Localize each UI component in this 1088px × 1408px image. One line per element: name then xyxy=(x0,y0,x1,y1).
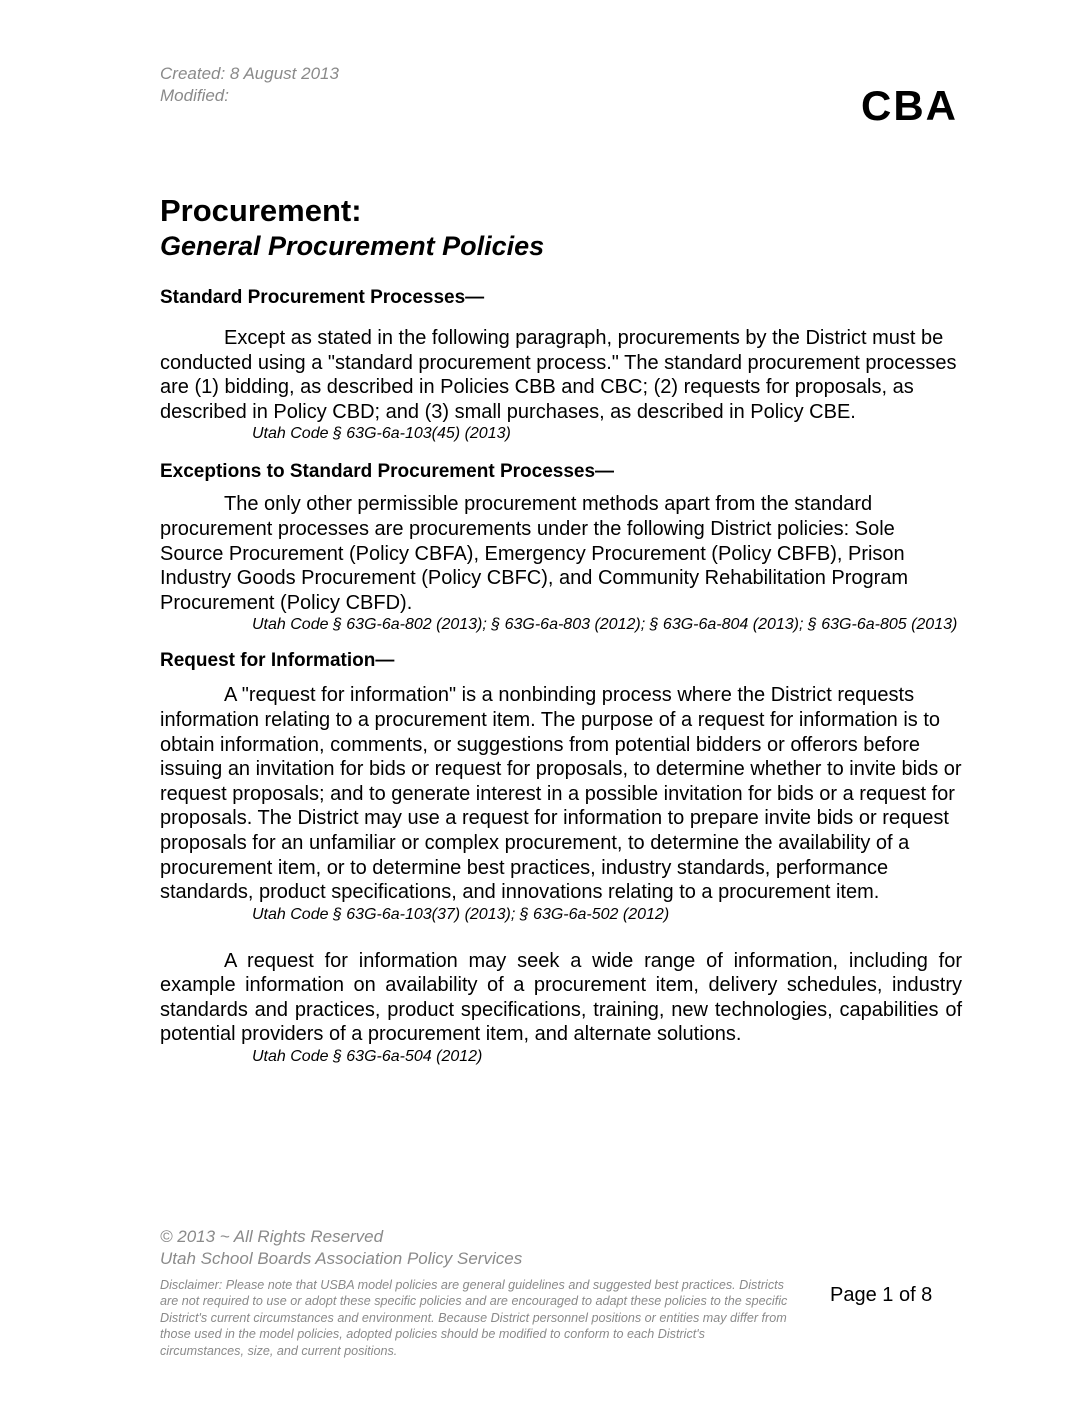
footer-rights xyxy=(160,1226,522,1270)
section-exceptions xyxy=(160,460,962,635)
section-paragraph: A request for information may seek a wide range of information, including for example information on availability of a procurement item, delivery schedules, industry standards and practices, product specifications, training, new technologies, capabilities of potential providers of a procurement item, and alternate solutions. xyxy=(160,949,962,1046)
legal-citation: Utah Code § 63G-6a-103(45) (2013) xyxy=(252,425,511,443)
section-heading: Request for Information— xyxy=(160,650,395,672)
page-subtitle: General Procurement Policies xyxy=(160,231,545,261)
created-date: Created: 8 August 2013 xyxy=(160,64,339,83)
document-metadata xyxy=(160,63,339,107)
section-standard-procurement xyxy=(160,286,962,444)
copyright-notice: © 2013 ~ All Rights Reserved xyxy=(160,1227,384,1246)
section-request-for-information xyxy=(160,649,962,1067)
rfi-scope-block xyxy=(160,949,962,1067)
section-paragraph: The only other permissible procurement methods apart from the standard procurement processes are procurements under the following District policies: Sole Source Procurement (Policy CBFA), Emergency Procurement (Policy CBFB), Prison Industry Goods Procurement (Policy CBFC), and Community Rehabilitation Program Procurement (Policy CBFD). xyxy=(160,493,909,614)
section-heading: Exceptions to Standard Procurement Processes— xyxy=(160,461,615,483)
legal-citation: Utah Code § 63G-6a-504 (2012) xyxy=(252,1048,483,1066)
legal-citation: Utah Code § 63G-6a-802 (2013); § 63G-6a-803 (2012); § 63G-6a-804 (2013); § 63G-6a-805 (2013) xyxy=(252,616,958,634)
section-paragraph: Except as stated in the following paragraph, procurements by the District must be conducted using a "standard procurement process." The standard procurement processes are (1) bidding, as described in Policies CBB and CBC; (2) requests for proposals, as described in Policy CBD; and (3) small purchases, as described in Policy CBE. xyxy=(160,327,957,423)
policy-code: CBA xyxy=(861,82,958,129)
modified-date: Modified: xyxy=(160,86,229,105)
page-title: Procurement: xyxy=(160,193,362,228)
section-paragraph: A "request for information" is a nonbinding process where the District requests information relating to a procurement item. The purpose of a request for information is to obtain information, comments, or suggestions from potential bidders or offerors before issuing an invitation for bids or request for proposals, to determine whether to invite bids or request proposals; and to generate interest in a possible invitation for bids or a request for proposals. The District may use a request for information to prepare invite bids or request proposals for an unfamiliar or complex procurement, to determine the availability of a procurement item, or to determine best practices, industry standards, performance standards, product specifications, and innovations relating to a procurement item. xyxy=(160,684,962,904)
document-body xyxy=(160,286,962,1067)
legal-citation: Utah Code § 63G-6a-103(37) (2013); § 63G-6a-502 (2012) xyxy=(252,905,670,923)
section-heading: Standard Procurement Processes— xyxy=(160,287,485,308)
disclaimer-text: Disclaimer: Please note that USBA model policies are general guidelines and suggested best practices. Districts are not required to use or adopt these specific policies and are encouraged to adapt these policies to the specific District's current circumstances and environment. Because District personnel positions or entities may differ from those used in the model policies, adopted policies should be modified to conform to each District's circumstances, size, and current positions. xyxy=(160,1278,788,1358)
page-number: Page 1 of 8 xyxy=(830,1284,933,1306)
organization-name: Utah School Boards Association Policy Services xyxy=(160,1249,523,1268)
